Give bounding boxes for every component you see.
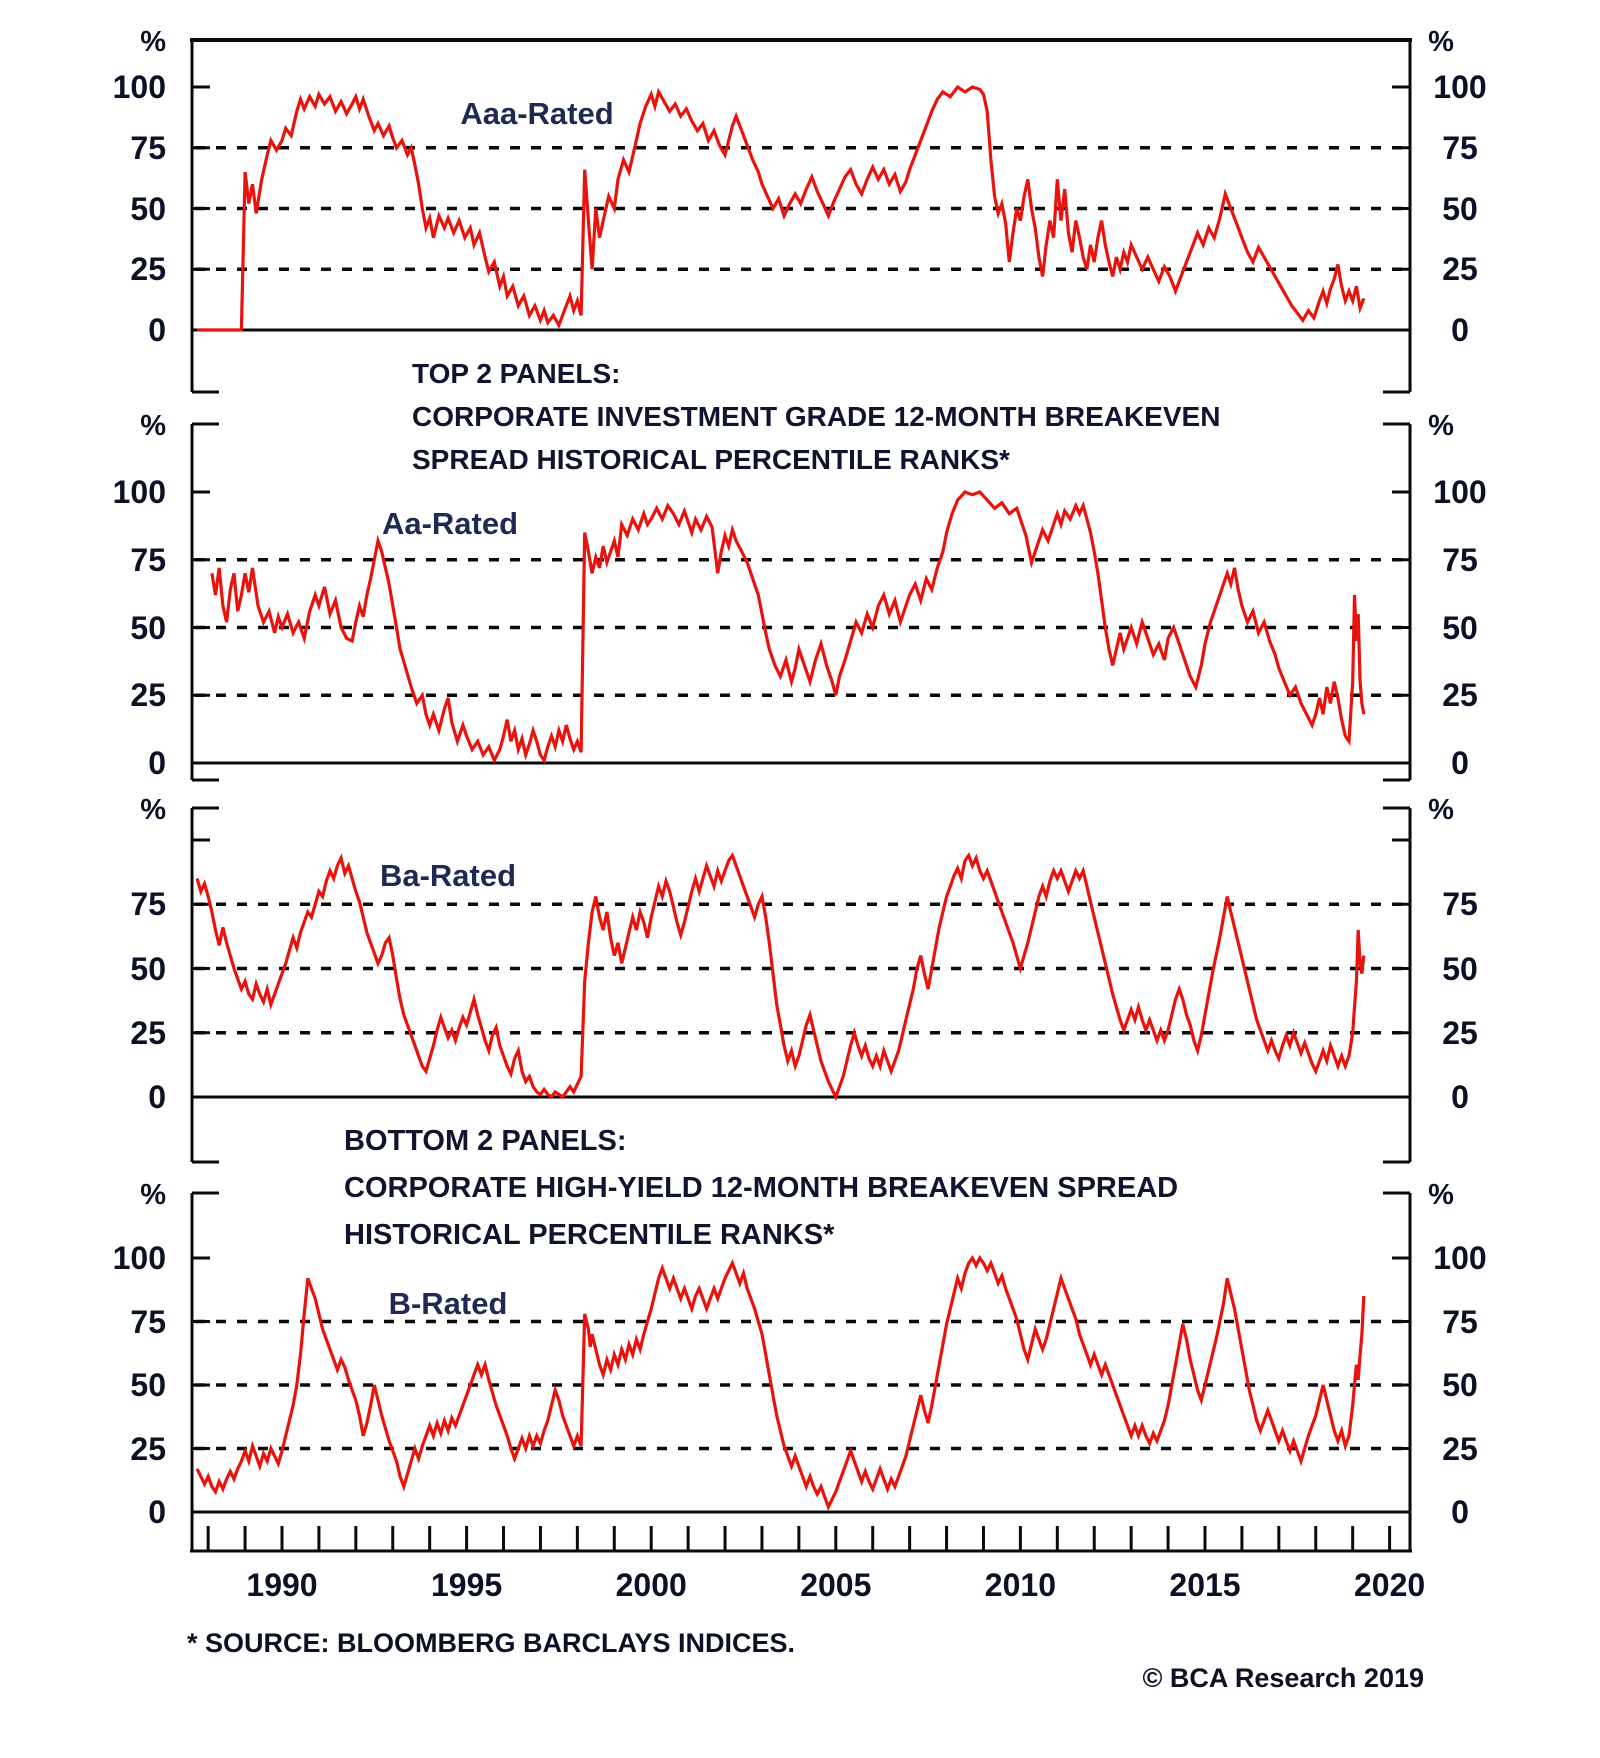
top-title-line-3: SPREAD HISTORICAL PERCENTILE RANKS* <box>412 444 1010 475</box>
x-axis-label: 2000 <box>615 1567 687 1603</box>
y-axis-label-left: 25 <box>130 1014 166 1051</box>
y-axis-label-right: 50 <box>1442 609 1478 646</box>
y-axis-label-right: 0 <box>1451 745 1469 781</box>
percent-symbol-left: % <box>140 794 166 826</box>
y-axis-label-left: 100 <box>112 69 166 105</box>
top-title-line-1: TOP 2 PANELS: <box>412 358 621 389</box>
y-axis-label-right: 75 <box>1442 541 1478 578</box>
y-axis-label-right: 100 <box>1433 1240 1487 1276</box>
panel-label-ba-rated: Ba-Rated <box>379 858 517 893</box>
y-axis-label-left: 50 <box>130 190 166 227</box>
y-axis-label-left: 100 <box>112 474 166 510</box>
series-ba-rated <box>197 855 1364 1097</box>
percent-symbol-right: % <box>1428 794 1454 826</box>
y-axis-label-left: 0 <box>148 1079 166 1115</box>
x-axis-label: 2020 <box>1354 1567 1426 1603</box>
y-axis-label-right: 25 <box>1442 251 1478 288</box>
panel-label-b-rated: B-Rated <box>388 1286 508 1321</box>
y-axis-label-left: 75 <box>130 129 166 166</box>
percent-symbol-right: % <box>1428 410 1454 442</box>
y-axis-label-right: 50 <box>1442 1367 1478 1403</box>
bottom-title-line-2: CORPORATE HIGH-YIELD 12-MONTH BREAKEVEN SPREAD <box>344 1172 1179 1204</box>
y-axis-label-right: 0 <box>1451 312 1469 348</box>
y-axis-label-left: 100 <box>112 1240 166 1276</box>
y-axis-label-right: 75 <box>1442 886 1478 923</box>
panel-label-aa-rated: Aa-Rated <box>381 506 519 541</box>
y-axis-label-right: 100 <box>1433 474 1487 510</box>
source-note: * SOURCE: BLOOMBERG BARCLAYS INDICES. <box>187 1628 796 1658</box>
panel-label-aaa-rated: Aaa-Rated <box>460 96 614 131</box>
series-b-rated <box>197 1258 1364 1507</box>
y-axis-label-left: 0 <box>148 312 166 348</box>
x-axis-label: 2015 <box>1169 1567 1241 1603</box>
y-axis-label-right: 50 <box>1442 190 1478 227</box>
bottom-title-line-1: BOTTOM 2 PANELS: <box>344 1125 627 1157</box>
percent-symbol-left: % <box>140 410 166 442</box>
y-axis-label-right: 0 <box>1451 1494 1469 1530</box>
percent-symbol-right: % <box>1428 26 1454 58</box>
y-axis-label-right: 100 <box>1433 69 1487 105</box>
y-axis-label-right: 25 <box>1442 1014 1478 1051</box>
percent-symbol-right: % <box>1428 1179 1454 1211</box>
y-axis-label-right: 25 <box>1442 677 1478 714</box>
bottom-title-line-3: HISTORICAL PERCENTILE RANKS* <box>344 1219 835 1251</box>
copyright-note: © BCA Research 2019 <box>1142 1663 1424 1693</box>
y-axis-label-left: 0 <box>148 1494 166 1530</box>
y-axis-label-left: 75 <box>130 1303 166 1340</box>
bottom-panels-title <box>344 1118 1178 1259</box>
top-panels-title <box>412 352 1220 481</box>
x-axis-label: 2010 <box>984 1567 1056 1603</box>
percent-symbol-left: % <box>140 1179 166 1211</box>
y-axis-label-left: 75 <box>130 886 166 923</box>
y-axis-label-left: 25 <box>130 251 166 288</box>
y-axis-label-left: 25 <box>130 677 166 714</box>
y-axis-label-left: 50 <box>130 950 166 987</box>
y-axis-label-left: 25 <box>130 1430 166 1467</box>
y-axis-label-left: 0 <box>148 745 166 781</box>
y-axis-label-left: 50 <box>130 609 166 646</box>
y-axis-label-right: 50 <box>1442 950 1478 987</box>
y-axis-label-right: 75 <box>1442 1303 1478 1340</box>
y-axis-label-left: 50 <box>130 1367 166 1403</box>
y-axis-label-left: 75 <box>130 541 166 578</box>
x-axis-label: 1995 <box>431 1567 503 1603</box>
y-axis-label-right: 0 <box>1451 1079 1469 1115</box>
percent-symbol-left: % <box>140 26 166 58</box>
y-axis-label-right: 75 <box>1442 129 1478 166</box>
top-title-line-2: CORPORATE INVESTMENT GRADE 12-MONTH BREAKEVEN <box>412 401 1221 432</box>
x-axis-label: 2005 <box>800 1567 872 1603</box>
y-axis-label-right: 25 <box>1442 1430 1478 1467</box>
x-axis-label: 1990 <box>246 1567 318 1603</box>
